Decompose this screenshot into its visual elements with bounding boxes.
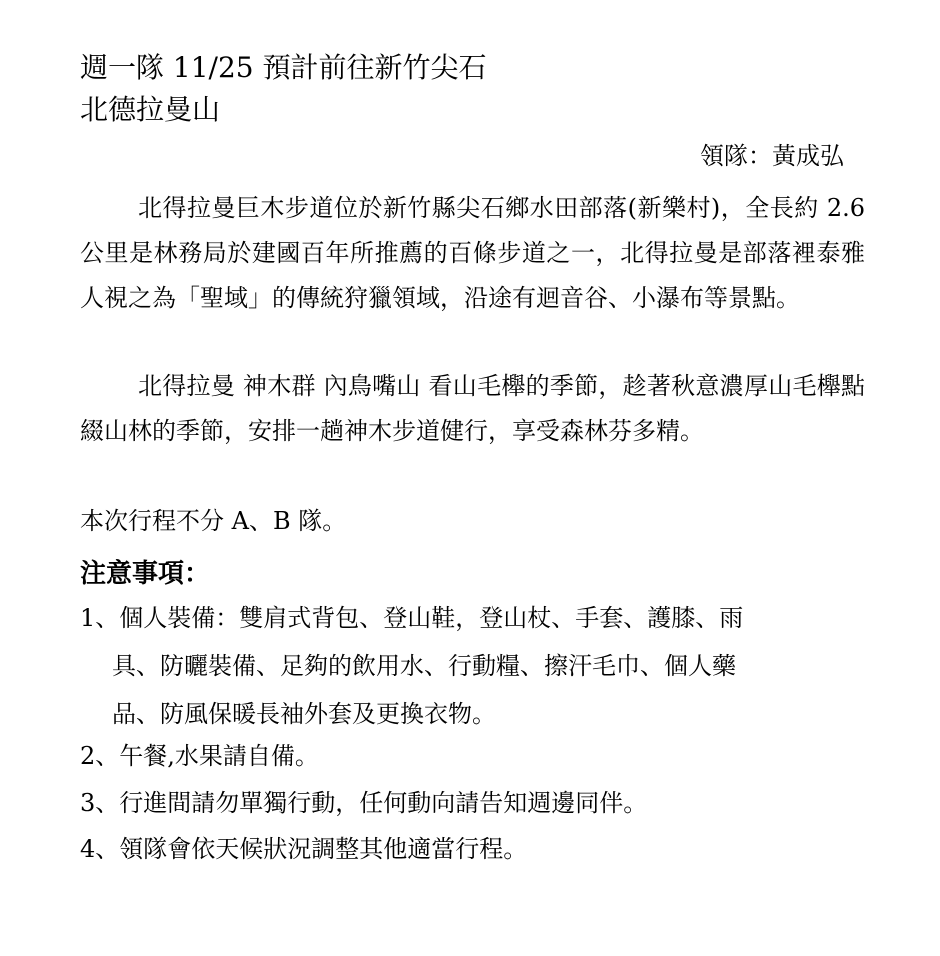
season-paragraph: 北得拉曼 神木群 內鳥嘴山 看山毛櫸的季節，趁著秋意濃厚山毛櫸點綴山林的季節，安排一趟神木步道健行，享受森林芬多精。 bbox=[80, 372, 865, 445]
notice-item-2: 2、午餐,水果請自備。 bbox=[80, 742, 319, 770]
notice-item-1-line-2: 具、防曬裝備、足夠的飲用水、行動糧、擦汗毛巾、個人藥 bbox=[112, 652, 736, 680]
intro-paragraph: 北得拉曼巨木步道位於新竹縣尖石鄉水田部落(新樂村)，全長約 2.6 公里是林務局於建國百年所推薦的百條步道之一，北得拉曼是部落裡泰雅人視之為「聖域」的傳統狩獵領域，沿途有迴音谷、小瀑布等景點。 bbox=[80, 194, 865, 312]
notice-item-4: 4、領隊會依天候狀況調整其他適當行程。 bbox=[80, 835, 528, 863]
notice-item-3: 3、行進間請勿單獨行動，任何動向請告知週邊同伴。 bbox=[80, 789, 648, 817]
title-line-2: 北德拉曼山 bbox=[80, 93, 221, 126]
notice-item-1-line-3: 品、防風保暖長袖外套及更換衣物。 bbox=[112, 700, 496, 728]
notice-heading: 注意事項： bbox=[80, 559, 211, 589]
team-leader: 領隊：黃成弘 bbox=[700, 142, 844, 170]
notice-item-1-line-1: 1、個人裝備：雙肩式背包、登山鞋，登山杖、手套、護膝、雨 bbox=[80, 604, 744, 632]
title-line-1: 週一隊 11/25 預計前往新竹尖石 bbox=[80, 51, 487, 84]
team-note: 本次行程不分 A、B 隊。 bbox=[80, 507, 347, 535]
